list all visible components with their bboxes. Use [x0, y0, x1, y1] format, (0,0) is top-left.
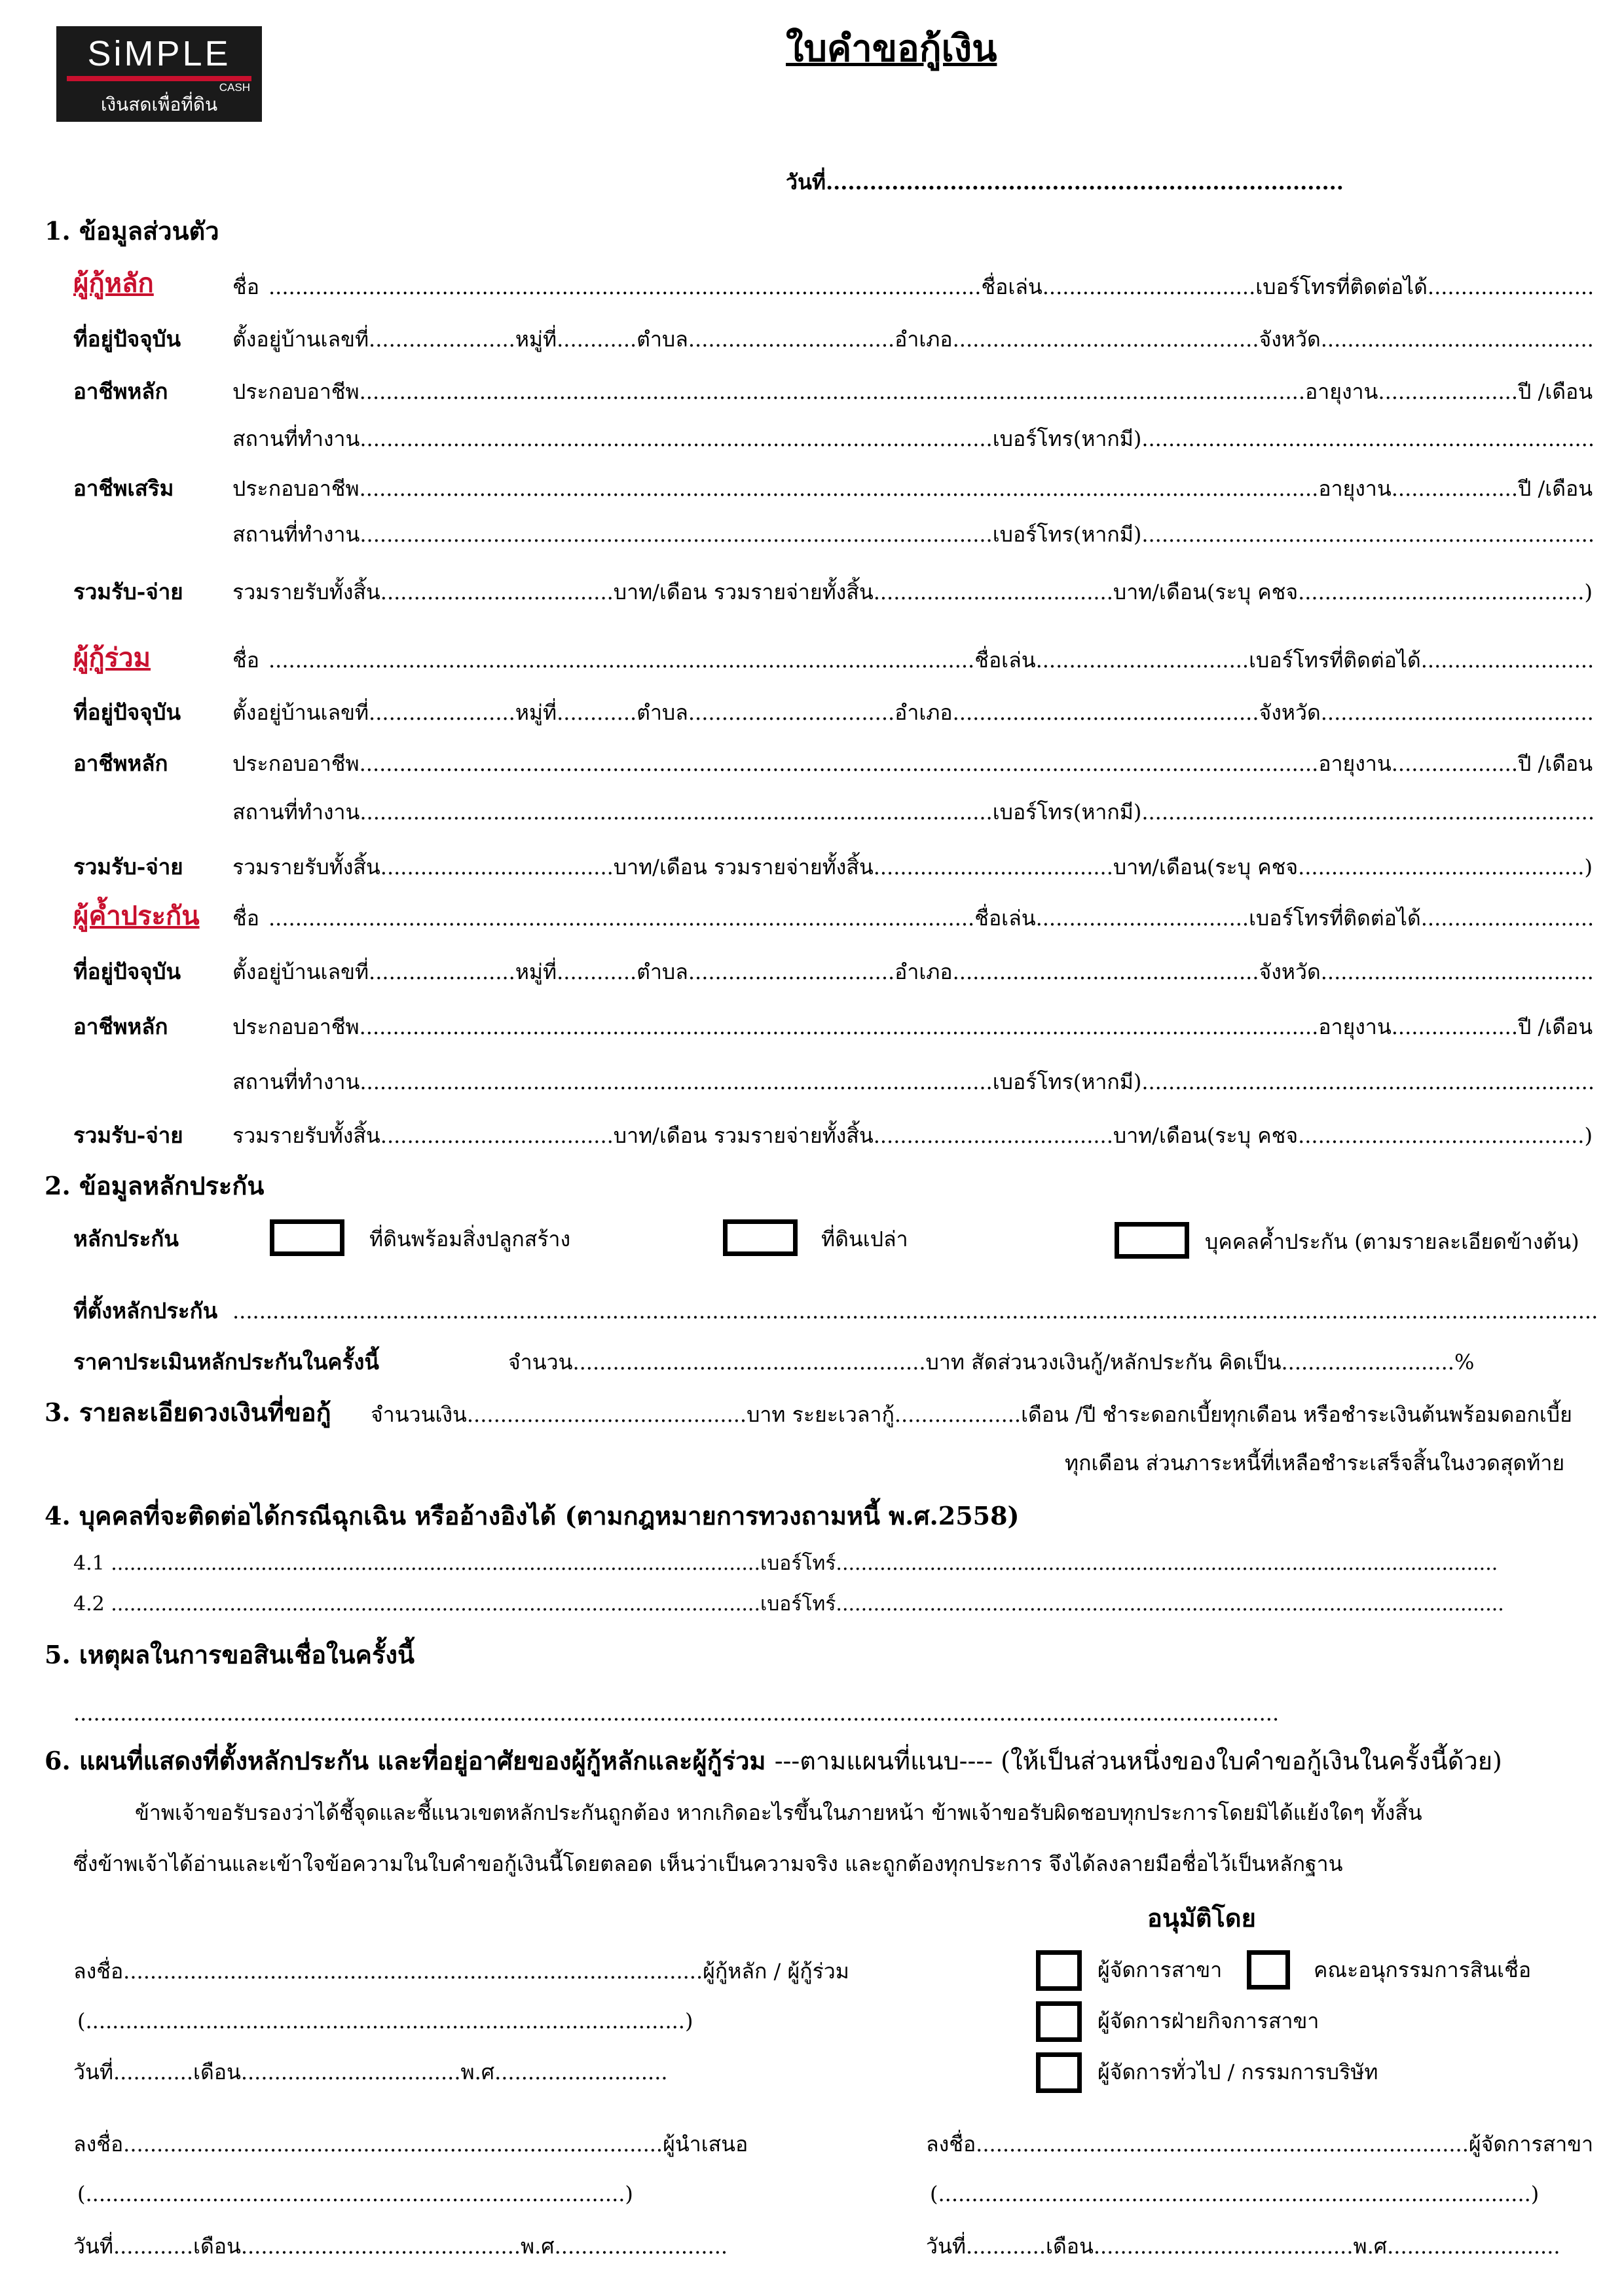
- logo-red-bar: [67, 76, 251, 81]
- manager-sign-date-field[interactable]: วันที่............เดือน.......................................พ.ศ..........................: [926, 2234, 1560, 2259]
- approval-heading: อนุมัติโดย: [1147, 1903, 1256, 1933]
- logo-sub: CASH: [219, 81, 250, 94]
- borrower-workplace2-field[interactable]: สถานที่ทำงาน...............................................................................................เบอร์โทร(หากมี)....................................................................: [232, 522, 1595, 547]
- approval-general-manager-label: ผู้จัดการทั่วไป / กรรมการบริษัท: [1098, 2060, 1378, 2084]
- collateral-guarantor-label: บุคคลค้ำประกัน (ตามรายละเอียดข้างต้น): [1205, 1229, 1579, 1254]
- manager-signature-field[interactable]: ลงชื่อ..........................................................................ผู้จัดการสาขา: [926, 2132, 1594, 2157]
- borrower-job2-label: อาชีพเสริม: [73, 475, 174, 501]
- collateral-label: หลักประกัน: [73, 1226, 179, 1251]
- section1-heading: 1. ข้อมูลส่วนตัว: [45, 216, 219, 246]
- approval-subcommittee-checkbox[interactable]: [1247, 1950, 1290, 1990]
- approval-subcommittee-label: คณะอนุกรรมการสินเชื่อ: [1314, 1957, 1532, 1982]
- borrower-role: ผู้กู้หลัก: [73, 268, 154, 299]
- section6-heading-suffix: ---ตามแผนที่แนบ---- (ให้เป็นส่วนหนึ่งของใบคำขอกู้เงินในครั้งนี้ด้วย): [774, 1747, 1502, 1775]
- approval-branch-affairs-label: ผู้จัดการฝ่ายกิจการสาขา: [1098, 2009, 1320, 2033]
- guarantor-role: ผู้ค้ำประกัน: [73, 900, 200, 931]
- borrower-name-field[interactable]: ...........................................................................................................ชื่อเล่น................................เบอร์โทรที่ติดต่อได้.........................: [268, 274, 1595, 299]
- borrower-job-field[interactable]: ประกอบอาชีพ..............................................................................................................................................อายุงาน.....................ปี /เดือน: [232, 379, 1593, 404]
- section2-heading: 2. ข้อมูลหลักประกัน: [45, 1171, 265, 1200]
- coborrower-addr-label: ที่อยู่ปัจจุบัน: [73, 699, 181, 725]
- borrower-job-label: อาชีพหลัก: [73, 379, 168, 404]
- reference-contact-2[interactable]: 4.2 ........................................................................................................เบอร์โทร์...........................................................................................................: [73, 1593, 1504, 1616]
- appraisal-label: ราคาประเมินหลักประกันในครั้งนี้: [73, 1349, 379, 1375]
- collateral-vacant-land-checkbox[interactable]: [723, 1219, 798, 1256]
- collateral-vacant-land-label: ที่ดินเปล่า: [821, 1227, 908, 1251]
- section3-heading: 3. รายละเอียดวงเงินที่ขอกู้: [45, 1398, 331, 1427]
- approval-branch-manager-checkbox[interactable]: [1036, 1950, 1082, 1991]
- guarantor-name-label: ชื่อ: [232, 906, 259, 931]
- guarantor-job-field[interactable]: ประกอบอาชีพ................................................................................................................................................อายุงาน...................ปี /เดือน: [232, 1014, 1593, 1039]
- collateral-location-label: ที่ตั้งหลักประกัน: [73, 1298, 218, 1324]
- section5-heading: 5. เหตุผลในการขอสินเชื่อในครั้งนี้: [45, 1640, 415, 1669]
- collateral-land-building-label: ที่ดินพร้อมสิ่งปลูกสร้าง: [369, 1227, 571, 1251]
- coborrower-role: ผู้กู้ร่วม: [73, 642, 151, 673]
- manager-printed-name-field[interactable]: (.........................................................................................): [930, 2181, 1540, 2206]
- borrower-addr-label: ที่อยู่ปัจจุบัน: [73, 326, 181, 352]
- guarantor-name-field[interactable]: ..........................................................................................................ชื่อเล่น................................เบอร์โทรที่ติดต่อได้..........................: [268, 906, 1595, 931]
- coborrower-name-label: ชื่อ: [232, 648, 259, 673]
- borrower-workplace-field[interactable]: สถานที่ทำงาน...............................................................................................เบอร์โทร(หากมี)....................................................................: [232, 426, 1595, 451]
- collateral-guarantor-checkbox[interactable]: [1115, 1222, 1189, 1259]
- approval-branch-manager-label: ผู้จัดการสาขา: [1098, 1957, 1223, 1982]
- guarantor-workplace-field[interactable]: สถานที่ทำงาน...............................................................................................เบอร์โทร(หากมี)....................................................................: [232, 1069, 1595, 1094]
- presenter-printed-name-field[interactable]: (.................................................................................): [77, 2181, 633, 2206]
- reference-contact-1[interactable]: 4.1 ........................................................................................................เบอร์โทร์..........................................................................................................: [73, 1552, 1498, 1575]
- collateral-land-building-checkbox[interactable]: [270, 1219, 344, 1256]
- guarantor-addr-field[interactable]: ตั้งอยู่บ้านเลขที่......................หมู่ที่............ตำบล...............................อำเภอ..............................................จังหวัด.........................................: [232, 959, 1594, 984]
- guarantor-income-label: รวมรับ-จ่าย: [73, 1122, 183, 1148]
- coborrower-addr-field[interactable]: ตั้งอยู่บ้านเลขที่......................หมู่ที่............ตำบล...............................อำเภอ..............................................จังหวัด.........................................: [232, 700, 1594, 725]
- declaration-line2: ซึ่งข้าพเจ้าได้อ่านและเข้าใจข้อความในใบคำขอกู้เงินนี้โดยตลอด เห็นว่าเป็นความจริง และถูกต้องทุกประการ จึงได้ลงลายมือชื่อไว้เป็นหลักฐาน: [73, 1851, 1343, 1876]
- section6-heading-text: 6. แผนที่แสดงที่ตั้งหลักประกัน และที่อยู่อาศัยของผู้กู้หลักและผู้กู้ร่วม: [45, 1746, 766, 1775]
- logo-tagline: เงินสดเพื่อที่ดิน: [100, 94, 218, 115]
- approval-general-manager-checkbox[interactable]: [1036, 2052, 1082, 2093]
- borrower-job2-field[interactable]: ประกอบอาชีพ................................................................................................................................................อายุงาน...................ปี /เดือน: [232, 476, 1593, 501]
- presenter-signature-field[interactable]: ลงชื่อ.................................................................................ผู้นำเสนอ: [73, 2132, 748, 2157]
- borrower-income-label: รวมรับ-จ่าย: [73, 579, 183, 604]
- date-field[interactable]: วันที่.......................................................................: [786, 170, 1344, 194]
- borrower-addr-field[interactable]: ตั้งอยู่บ้านเลขที่......................หมู่ที่............ตำบล...............................อำเภอ..............................................จังหวัด.........................................: [232, 327, 1594, 352]
- loan-detail-line2: ทุกเดือน ส่วนภาระหนี้ที่เหลือชำระเสร็จสิ้นในงวดสุดท้าย: [1065, 1451, 1565, 1475]
- collateral-location-field[interactable]: .............................................................................................................................................................................................................: [232, 1299, 1598, 1324]
- logo-brand: SiMPLE: [87, 34, 231, 73]
- section6-heading: [45, 1746, 1502, 1776]
- borrower-sign-date-field[interactable]: วันที่............เดือน.................................พ.ศ..........................: [73, 2060, 668, 2084]
- section4-heading: 4. บุคคลที่จะติดต่อได้กรณีฉุกเฉิน หรืออ้างอิงได้ (ตามกฎหมายการทวงถามหนี้ พ.ศ.2558): [45, 1501, 1020, 1530]
- borrower-printed-name-field[interactable]: (..........................................................................................): [77, 2009, 693, 2033]
- coborrower-workplace-field[interactable]: สถานที่ทำงาน...............................................................................................เบอร์โทร(หากมี)....................................................................: [232, 800, 1595, 824]
- borrower-name-label: ชื่อ: [232, 274, 259, 299]
- borrower-signature-field[interactable]: ลงชื่อ.......................................................................................ผู้กู้หลัก / ผู้กู้ร่วม: [73, 1959, 849, 1984]
- company-logo: [56, 26, 262, 122]
- appraisal-field[interactable]: จำนวน.....................................................บาท สัดส่วนวงเงินกู้/หลักประกัน คิดเป็น..........................%: [508, 1350, 1475, 1375]
- loan-detail-field[interactable]: จำนวนเงิน..........................................บาท ระยะเวลากู้...................เดือน /ปี ชำระดอกเบี้ยทุกเดือน หรือชำระเงินต้นพร้อมดอกเบี้ย: [371, 1402, 1572, 1427]
- coborrower-job-field[interactable]: ประกอบอาชีพ................................................................................................................................................อายุงาน...................ปี /เดือน: [232, 751, 1593, 776]
- guarantor-income-field[interactable]: รวมรายรับทั้งสิ้น...................................บาท/เดือน รวมรายจ่ายทั้งสิ้น....................................บาท/เดือน(ระบุ คชจ...........................................): [232, 1123, 1593, 1148]
- guarantor-addr-label: ที่อยู่ปัจจุบัน: [73, 959, 181, 984]
- borrower-income-field[interactable]: รวมรายรับทั้งสิ้น...................................บาท/เดือน รวมรายจ่ายทั้งสิ้น....................................บาท/เดือน(ระบุ คชจ...........................................): [232, 580, 1593, 604]
- coborrower-income-label: รวมรับ-จ่าย: [73, 854, 183, 880]
- presenter-sign-date-field[interactable]: วันที่............เดือน..........................................พ.ศ..........................: [73, 2234, 728, 2259]
- declaration-line1: ข้าพเจ้าขอรับรองว่าได้ชี้จุดและชี้แนวเขตหลักประกันถูกต้อง หากเกิดอะไรขึ้นในภายหน้า ข้าพเจ้าขอรับผิดชอบทุกประการโดยมิได้แย้งใดๆ ทั้งสิ้น: [135, 1800, 1422, 1825]
- approval-branch-affairs-checkbox[interactable]: [1036, 2001, 1082, 2042]
- coborrower-job-label: อาชีพหลัก: [73, 750, 168, 776]
- coborrower-name-field[interactable]: ..........................................................................................................ชื่อเล่น................................เบอร์โทรที่ติดต่อได้..........................: [268, 648, 1595, 673]
- guarantor-job-label: อาชีพหลัก: [73, 1014, 168, 1039]
- coborrower-income-field[interactable]: รวมรายรับทั้งสิ้น...................................บาท/เดือน รวมรายจ่ายทั้งสิ้น....................................บาท/เดือน(ระบุ คชจ...........................................): [232, 855, 1593, 880]
- reason-field[interactable]: .....................................................................................................................................................................................: [73, 1701, 1280, 1726]
- form-title: ใบคำขอกู้เงิน: [786, 27, 997, 70]
